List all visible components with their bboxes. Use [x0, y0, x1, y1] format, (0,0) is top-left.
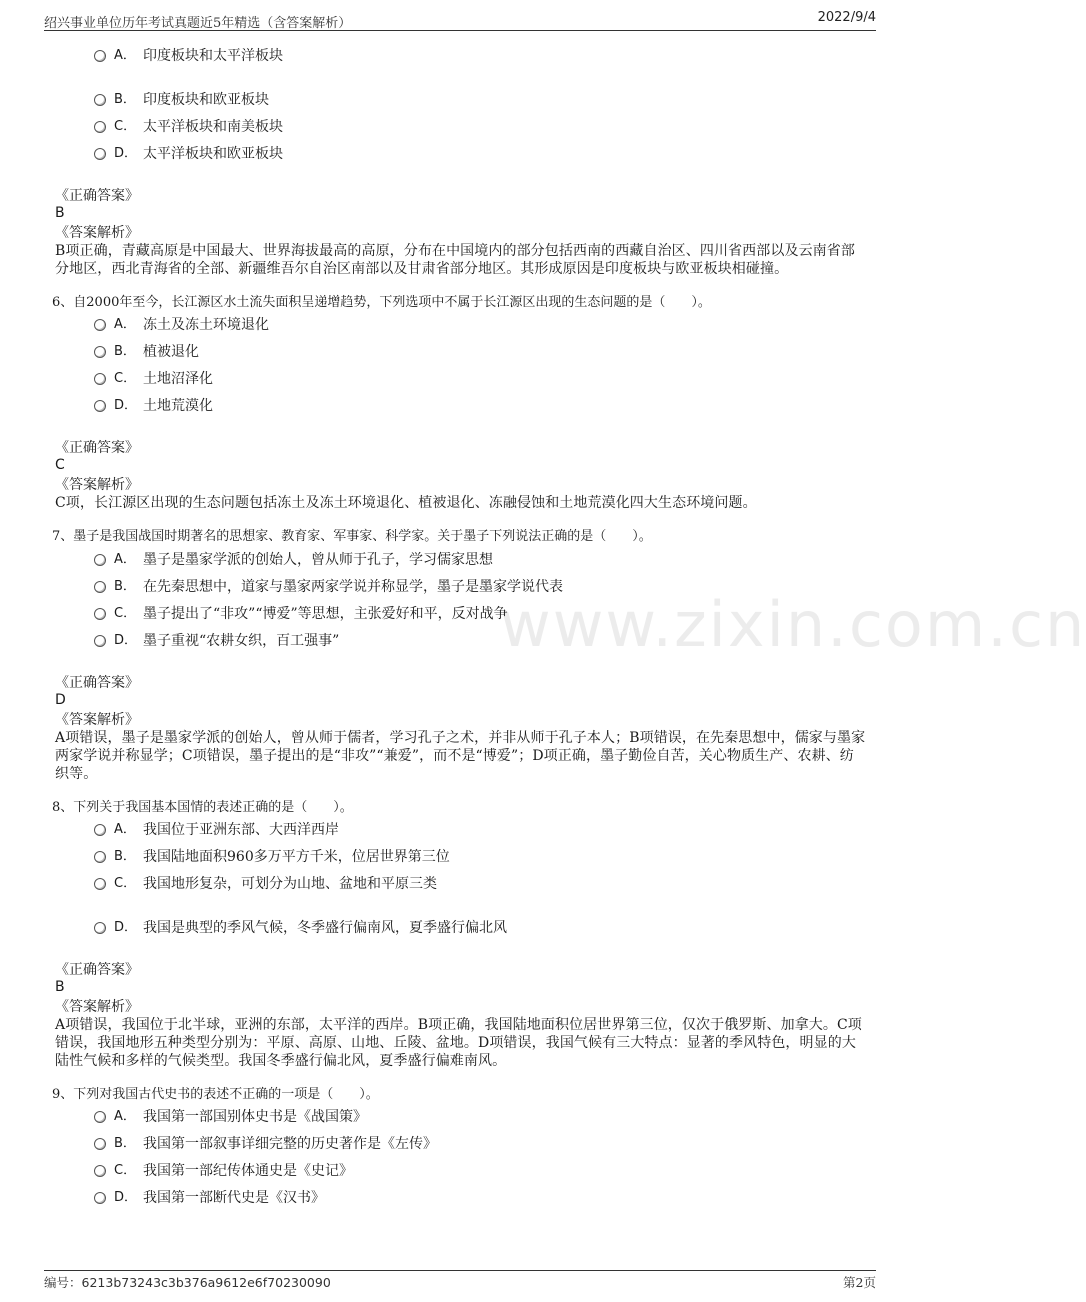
page-number: 第2页: [843, 1275, 876, 1290]
answer-analysis: A项错误，墨子是墨家学派的创始人，曾从师于儒者，学习孔子之术，并非从师于孔子本人；B项错误，在先秦思想中，儒家与墨家两家学说并称显学；C项错误，墨子提出的是“非攻”“兼爱”，而不是“博爱”；D项正确，墨子勤俭自苦，关心物质生产、农耕、纺织等。: [55, 730, 866, 782]
radio-icon[interactable]: [94, 851, 106, 863]
analysis-label: 《答案解析》: [55, 225, 139, 241]
answer-label: 《正确答案》: [55, 188, 139, 204]
analysis-label: 《答案解析》: [55, 477, 139, 493]
option-text: 太平洋板块和欧亚板块: [143, 146, 283, 162]
radio-icon[interactable]: [94, 1192, 106, 1204]
option-letter: C．: [114, 119, 137, 134]
correct-answer: B: [55, 205, 65, 221]
answer-analysis: A项错误，我国位于北半球，亚洲的东部，太平洋的西岸。B项正确，我国陆地面积位居世界第三位，仅次于俄罗斯、加拿大。C项错误，我国地形五种类型分别为：平原、高原、山地、丘陵、盆地。D项错误，我国气候有三大特点：显著的季风特色，明显的大陆性气候和多样的气候类型。我国冬季盛行偏北风，夏季盛行偏难南风。: [55, 1017, 862, 1069]
option-text: 我国陆地面积960多万平方千米，位居世界第三位: [143, 849, 450, 865]
option-text: 墨子是墨家学派的创始人，曾从师于孔子，学习儒家思想: [143, 552, 493, 568]
document-title: 绍兴事业单位历年考试真题近5年精选（含答案解析）: [44, 16, 352, 31]
correct-answer: C: [55, 457, 65, 473]
option-letter: A．: [114, 552, 136, 567]
radio-icon[interactable]: [94, 1165, 106, 1177]
option-text: 我国地形复杂，可划分为山地、盆地和平原三类: [143, 876, 437, 892]
radio-icon[interactable]: [94, 1138, 106, 1150]
radio-icon[interactable]: [94, 1111, 106, 1123]
option-text: 冻土及冻土环境退化: [143, 317, 269, 333]
question-8: 8、下列关于我国基本国情的表述正确的是（ ）。: [52, 800, 353, 815]
option-letter: B．: [114, 92, 136, 107]
radio-icon[interactable]: [94, 922, 106, 934]
option-letter: A．: [114, 822, 136, 837]
option-letter: D．: [114, 920, 138, 935]
option-text: 我国第一部叙事详细完整的历史著作是《左传》: [143, 1136, 437, 1152]
radio-icon[interactable]: [94, 608, 106, 620]
option-text: 我国位于亚洲东部、大西洋西岸: [143, 822, 339, 838]
option-text: 我国第一部国别体史书是《战国策》: [143, 1109, 367, 1125]
radio-icon[interactable]: [94, 635, 106, 647]
answer-label: 《正确答案》: [55, 440, 139, 456]
radio-icon[interactable]: [94, 94, 106, 106]
option-letter: C．: [114, 371, 137, 386]
option-letter: C．: [114, 876, 137, 891]
radio-icon[interactable]: [94, 373, 106, 385]
option-letter: A．: [114, 1109, 136, 1124]
option-letter: A．: [114, 48, 136, 63]
option-text: 墨子重视“农耕女织，百工强事”: [143, 633, 340, 649]
option-text: 我国第一部断代史是《汉书》: [143, 1190, 325, 1206]
option-letter: A．: [114, 317, 136, 332]
answer-analysis: C项，长江源区出现的生态问题包括冻土及冻土环境退化、植被退化、冻融侵蚀和土地荒漠化四大生态环境问题。: [55, 495, 757, 511]
radio-icon[interactable]: [94, 319, 106, 331]
document-date: 2022/9/4: [817, 10, 876, 25]
radio-icon[interactable]: [94, 148, 106, 160]
option-text: 太平洋板块和南美板块: [143, 119, 283, 135]
radio-icon[interactable]: [94, 878, 106, 890]
code-label: 编号：: [44, 1275, 82, 1290]
question-7: 7、墨子是我国战国时期著名的思想家、教育家、军事家、科学家。关于墨子下列说法正确的是（ ）。: [52, 529, 652, 544]
option-letter: D．: [114, 398, 138, 413]
option-letter: D．: [114, 1190, 138, 1205]
option-letter: D．: [114, 633, 138, 648]
correct-answer: B: [55, 979, 65, 995]
watermark: www.zixin.com.cn: [500, 588, 1086, 661]
option-text: 墨子提出了“非攻”“博爱”等思想，主张爱好和平，反对战争: [143, 606, 508, 622]
option-text: 土地荒漠化: [143, 398, 213, 414]
question-9: 9、下列对我国古代史书的表述不正确的一项是（ ）。: [52, 1087, 379, 1102]
radio-icon[interactable]: [94, 400, 106, 412]
option-text: 植被退化: [143, 344, 199, 360]
question-6: 6、自2000年至今，长江源区水土流失面积呈递增趋势，下列选项中不属于长江源区出现的生态问题的是（ ）。: [52, 295, 711, 310]
radio-icon[interactable]: [94, 824, 106, 836]
option-letter: C．: [114, 1163, 137, 1178]
option-text: 我国第一部纪传体通史是《史记》: [143, 1163, 353, 1179]
option-letter: B．: [114, 849, 136, 864]
option-text: 我国是典型的季风气候，冬季盛行偏南风，夏季盛行偏北风: [143, 920, 507, 936]
radio-icon[interactable]: [94, 554, 106, 566]
analysis-label: 《答案解析》: [55, 712, 139, 728]
option-letter: B．: [114, 344, 136, 359]
answer-label: 《正确答案》: [55, 962, 139, 978]
page-header: [44, 10, 876, 31]
option-text: 印度板块和欧亚板块: [143, 92, 269, 108]
analysis-label: 《答案解析》: [55, 999, 139, 1015]
answer-label: 《正确答案》: [55, 675, 139, 691]
radio-icon[interactable]: [94, 50, 106, 62]
radio-icon[interactable]: [94, 121, 106, 133]
option-text: 印度板块和太平洋板块: [143, 48, 283, 64]
document-code: [44, 1273, 331, 1291]
option-text: 土地沼泽化: [143, 371, 213, 387]
option-letter: B．: [114, 1136, 136, 1151]
radio-icon[interactable]: [94, 346, 106, 358]
option-letter: C．: [114, 606, 137, 621]
page-footer: [44, 1270, 876, 1293]
code-value: 6213b73243c3b376a9612e6f70230090: [81, 1275, 331, 1290]
radio-icon[interactable]: [94, 581, 106, 593]
option-letter: D．: [114, 146, 138, 161]
answer-analysis: B项正确，青藏高原是中国最大、世界海拔最高的高原，分布在中国境内的部分包括西南的西藏自治区、四川省西部以及云南省部分地区，西北青海省的全部、新疆维吾尔自治区南部以及甘肃省部分地区。其形成原因是印度板块与欧亚板块相碰撞。: [55, 243, 855, 277]
correct-answer: D: [55, 692, 66, 708]
option-letter: B．: [114, 579, 136, 594]
option-text: 在先秦思想中，道家与墨家两家学说并称显学，墨子是墨家学说代表: [143, 579, 563, 595]
